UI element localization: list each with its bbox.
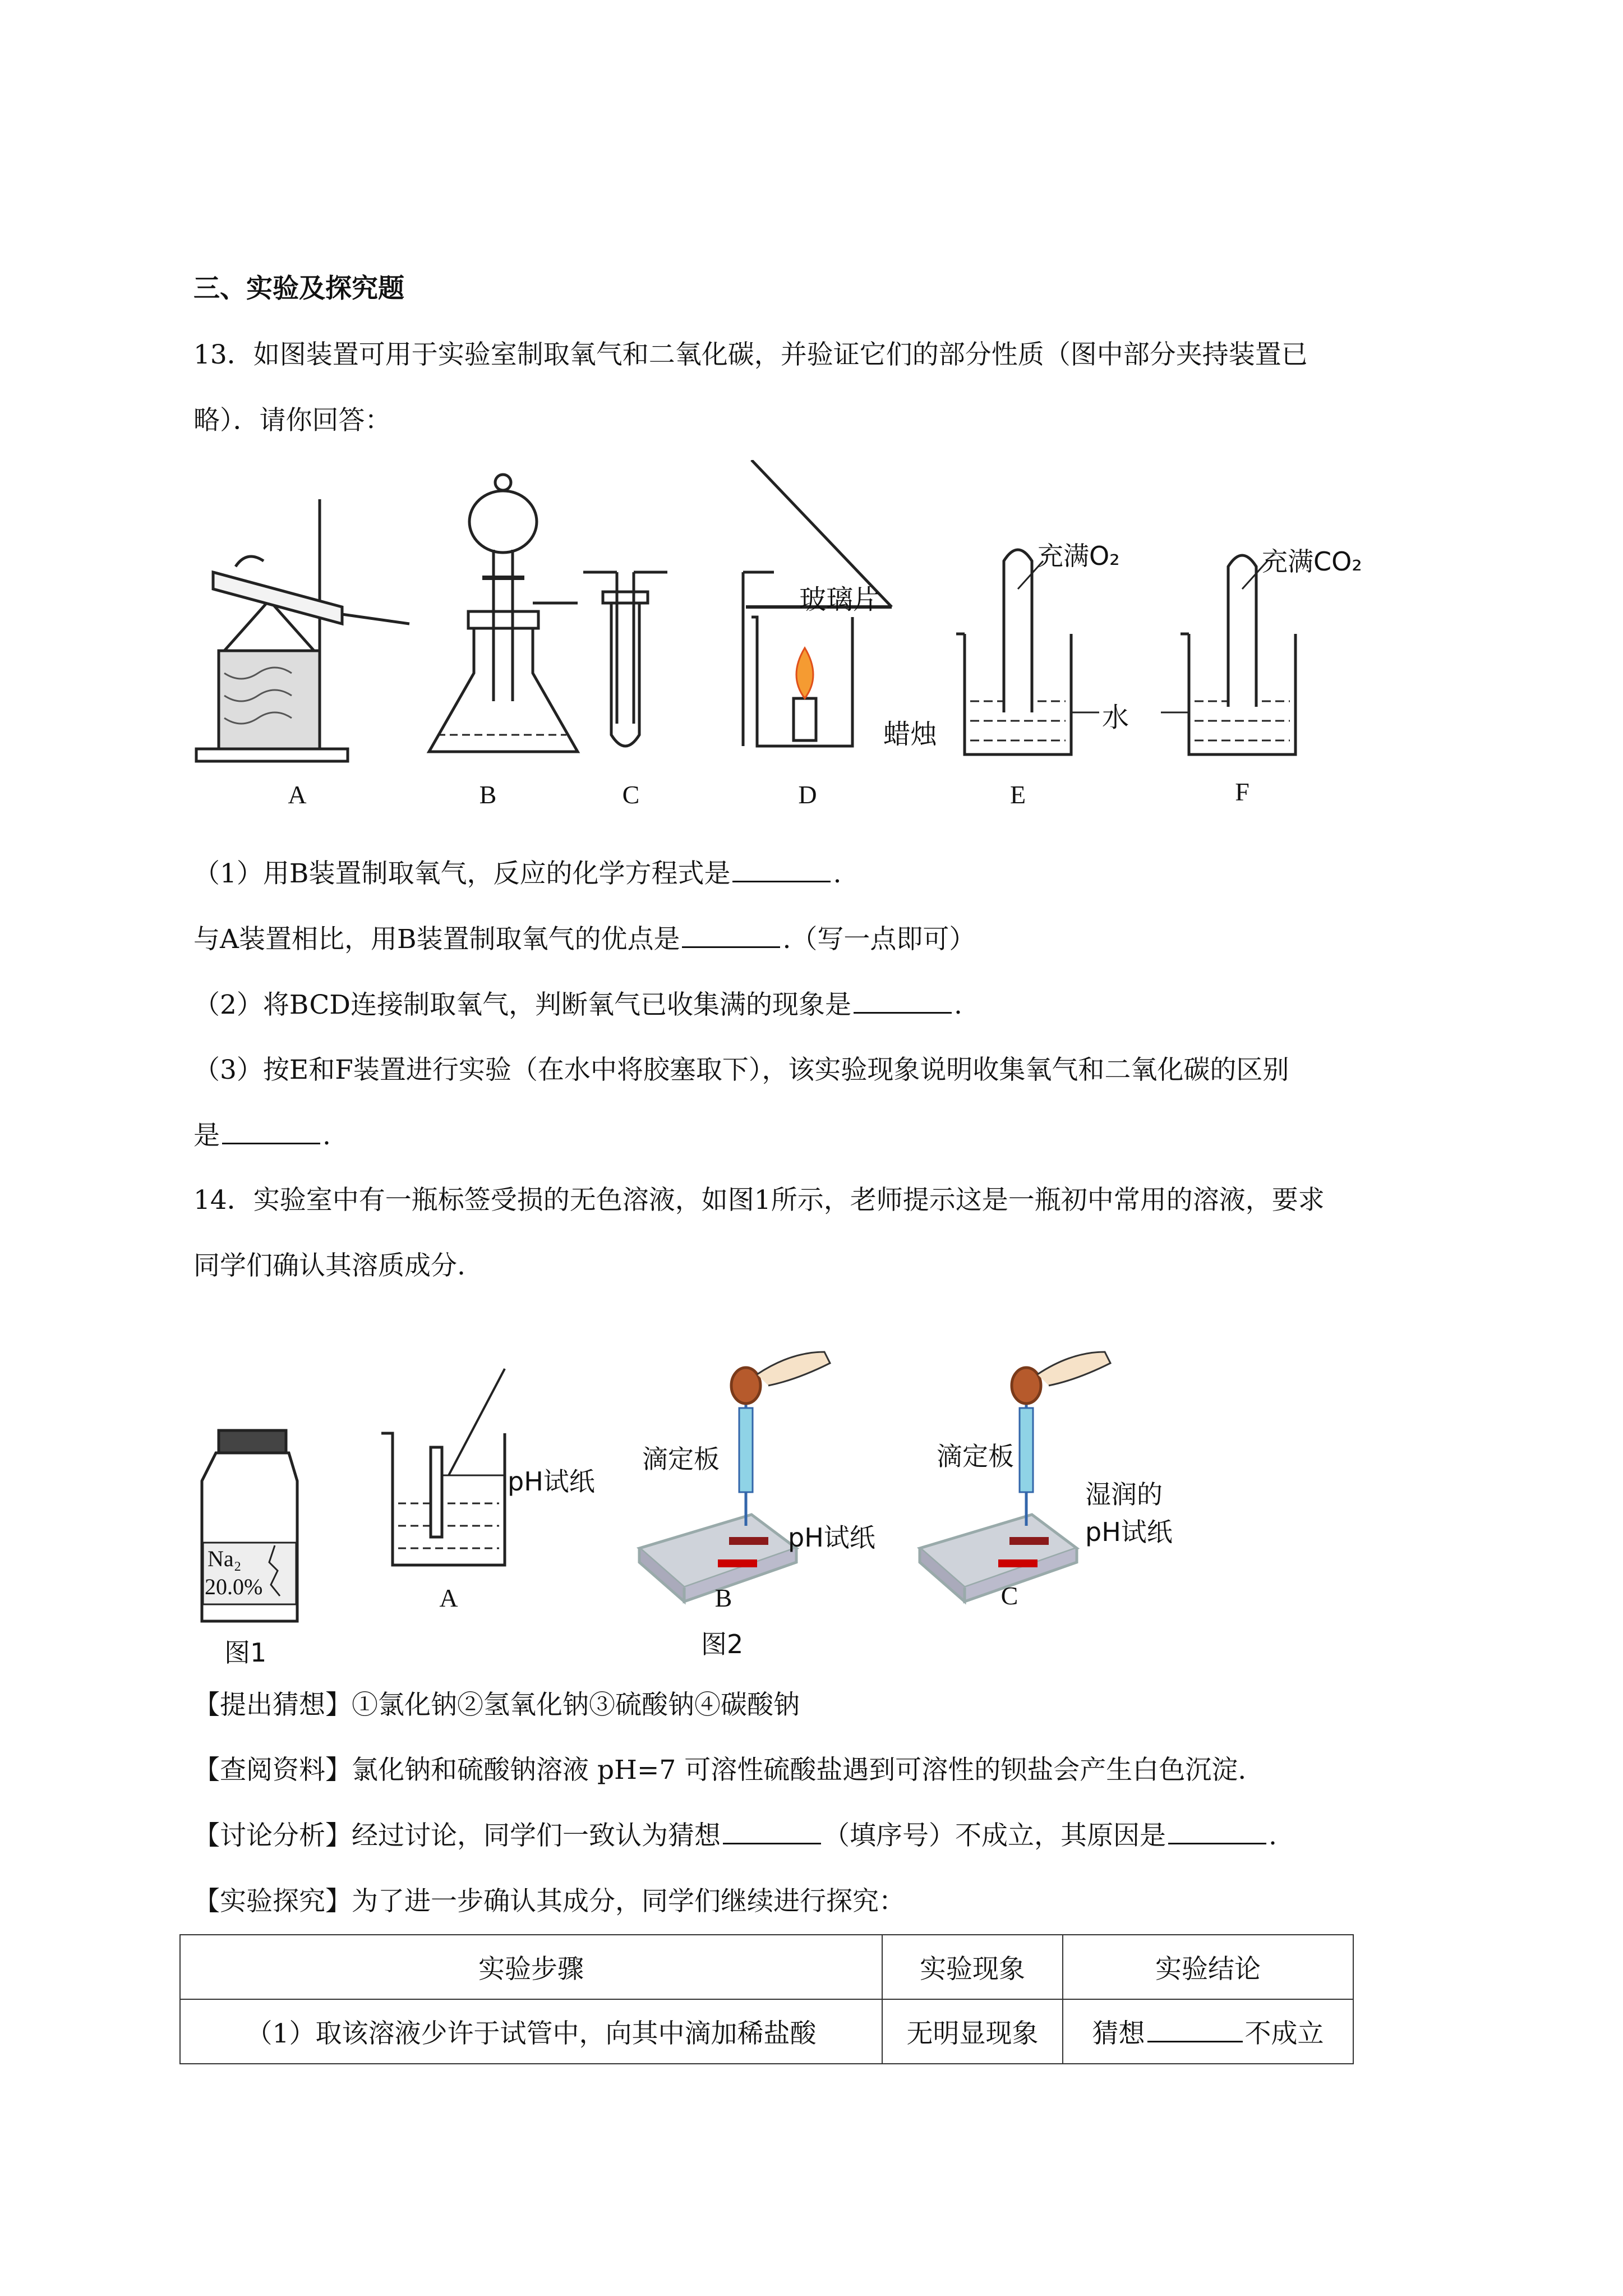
q13-part1a-text: （1）用B装置制取氧气，反应的化学方程式是	[193, 858, 731, 889]
answer-blank[interactable]	[732, 858, 831, 882]
q14-ph-figure	[191, 1296, 1200, 1677]
answer-blank[interactable]	[1168, 1820, 1266, 1844]
answer-blank[interactable]	[854, 990, 952, 1014]
q14-discussion	[193, 1819, 1277, 1853]
q14-explore: 【实验探究】为了进一步确认其成分，同学们继续进行探究：	[193, 1886, 905, 1917]
q13-part3-text: 是	[193, 1120, 220, 1151]
q13-part3-line2	[193, 1119, 331, 1153]
bottle-cap	[219, 1430, 286, 1453]
q13-part2	[193, 988, 962, 1022]
label-ph-paper-b: pH试纸	[788, 1522, 875, 1553]
q13-stem-line2: 略）．请你回答：	[193, 405, 391, 436]
label-apparatus-d: D	[798, 780, 817, 809]
q14-stem-line2: 同学们确认其溶质成分.	[193, 1250, 465, 1281]
label-glass-plate: 玻璃片	[799, 584, 880, 615]
label-apparatus-f: F	[1235, 777, 1249, 806]
label-beaker-a: A	[439, 1584, 458, 1612]
section-title: 三、实验及探究题	[193, 273, 404, 304]
answer-blank[interactable]	[682, 924, 780, 948]
q14-reference: 【查阅资料】氯化钠和硫酸钠溶液 pH=7 可溶性硫酸盐遇到可溶性的钡盐会产生白色沉淀.	[193, 1755, 1247, 1786]
conical-flask	[429, 623, 578, 752]
delivery-tube-a	[342, 614, 409, 624]
q13-part3-line1: （3）按E和F装置进行实验（在水中将胶塞取下），该实验现象说明收集氧气和二氧化碳的区别	[193, 1055, 1289, 1085]
hand-c	[1038, 1352, 1110, 1386]
q14-discussion-middle: （填序号）不成立，其原因是	[823, 1820, 1166, 1851]
conclusion-end: 不成立	[1244, 2018, 1324, 2049]
label-plate-c: C	[1000, 1581, 1018, 1610]
answer-blank[interactable]	[222, 1120, 320, 1144]
q13-apparatus-drawing	[191, 460, 1424, 830]
table-header-row	[180, 1935, 1353, 1999]
label-water: 水	[1102, 702, 1129, 733]
label-ph-paper-a: pH试纸	[508, 1466, 595, 1497]
label-wet-2: pH试纸	[1085, 1517, 1173, 1547]
q14-discussion-end: .	[1269, 1820, 1277, 1851]
q13-apparatus-figure	[191, 460, 1424, 830]
answer-blank[interactable]	[723, 1820, 821, 1844]
header-conclusion: 实验结论	[1063, 1935, 1353, 1999]
stand-base	[196, 749, 348, 761]
test-tube-c	[606, 600, 645, 746]
table-row	[180, 1999, 1353, 2064]
label-apparatus-e: E	[1009, 780, 1026, 809]
label-fig1: 图1	[224, 1637, 267, 1668]
label-plate-b: B	[714, 1584, 732, 1612]
ph-paper-a	[431, 1447, 442, 1537]
label-apparatus-c: C	[622, 780, 640, 809]
label-drop-plate-b: 滴定板	[642, 1444, 720, 1474]
label-full-o2: 充满O₂	[1038, 541, 1120, 571]
experiment-table	[179, 1934, 1354, 2064]
header-step: 实验步骤	[180, 1935, 882, 1999]
q13-part1b-end: .（写一点即可）	[782, 924, 976, 955]
q14-discussion-text: 【讨论分析】经过讨论，同学们一致认为猜想	[193, 1820, 721, 1851]
q13-part1a	[193, 857, 841, 891]
cell-phenomenon: 无明显现象	[882, 1999, 1063, 2064]
q13-part1a-end: .	[833, 858, 842, 889]
q13-part2-end: .	[953, 990, 962, 1020]
q13-part3-end: .	[322, 1120, 331, 1151]
label-drop-plate-c: 滴定板	[937, 1441, 1014, 1471]
label-apparatus-b: B	[479, 780, 497, 809]
separatory-funnel	[469, 491, 537, 553]
bottle-label-line2: 20.0%	[205, 1574, 263, 1599]
hand-b	[757, 1352, 830, 1386]
q13-stem-line1: 13．如图装置可用于实验室制取氧气和二氧化碳，并验证它们的部分性质（图中部分夹持装置已	[193, 339, 1308, 370]
q14-ph-drawing	[191, 1296, 1200, 1677]
conclusion-text: 猜想	[1092, 2018, 1145, 2049]
q13-part1b-text: 与A装置相比，用B装置制取氧气的优点是	[193, 924, 680, 955]
candle	[794, 698, 816, 740]
q13-part2-text: （2）将BCD连接制取氧气，判断氧气已收集满的现象是	[193, 990, 851, 1020]
label-wet-1: 湿润的	[1085, 1479, 1163, 1510]
q14-stem-line1: 14．实验室中有一瓶标签受损的无色溶液，如图1所示，老师提示这是一瓶初中常用的溶液，要求	[193, 1185, 1325, 1216]
cell-conclusion	[1063, 1999, 1353, 2064]
label-full-co2: 充满CO₂	[1262, 546, 1362, 577]
answer-blank[interactable]	[1147, 2018, 1243, 2042]
label-candle: 蜡烛	[883, 719, 938, 750]
tube-e	[1004, 550, 1032, 712]
bottle-label-line1: Na₂	[208, 1546, 242, 1571]
header-phenomenon: 实验现象	[882, 1935, 1063, 1999]
q14-hypothesis: 【提出猜想】①氯化钠②氢氧化钠③硫酸钠④碳酸钠	[193, 1690, 800, 1720]
label-fig2: 图2	[701, 1629, 744, 1659]
label-apparatus-a: A	[288, 780, 307, 809]
cell-step: （1）取该溶液少许于试管中，向其中滴加稀盐酸	[180, 1999, 882, 2064]
q13-part1b	[193, 923, 975, 956]
